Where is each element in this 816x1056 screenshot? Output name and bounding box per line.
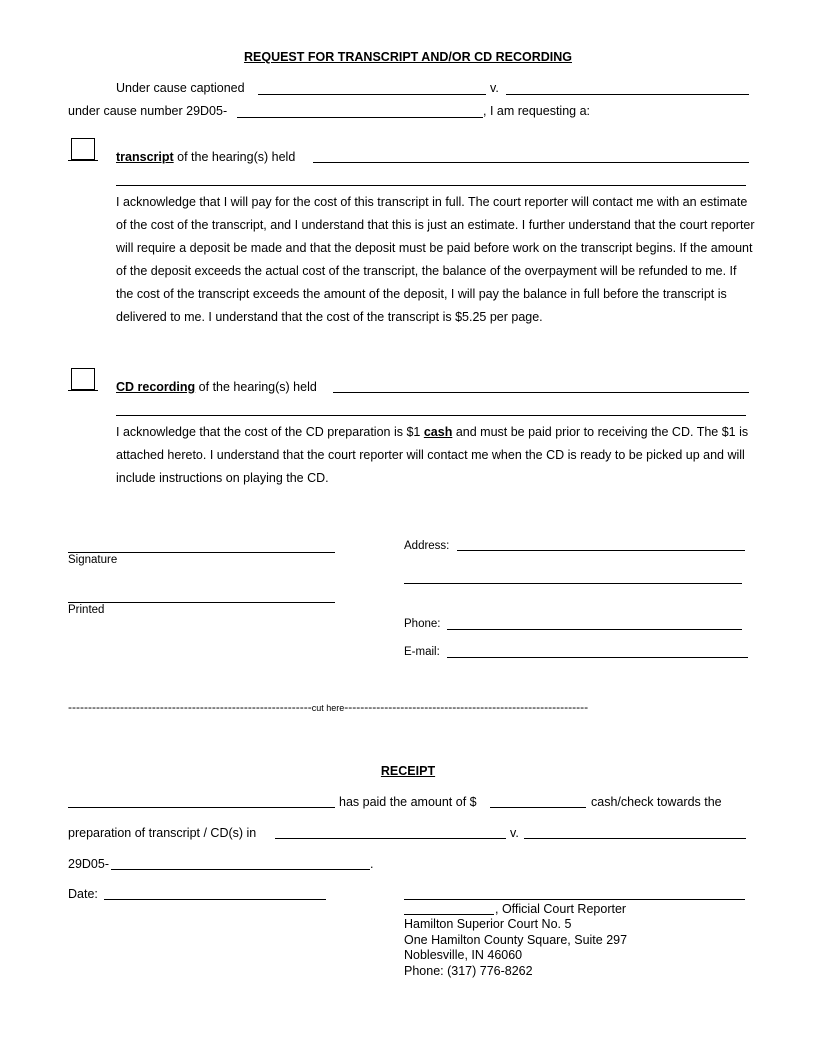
defendant-field[interactable] [506, 94, 749, 95]
receipt-cause-period: . [370, 857, 374, 871]
signature-label: Signature [68, 554, 118, 566]
plaintiff-field[interactable] [258, 94, 486, 95]
signature-field[interactable] [68, 552, 335, 553]
transcript-checkbox[interactable] [71, 138, 95, 160]
court-phone: Phone: (317) 776-8262 [404, 964, 533, 978]
cd-checkbox[interactable] [71, 368, 95, 390]
phone-field[interactable] [447, 629, 742, 630]
requesting-label: , I am requesting a: [483, 104, 591, 118]
cd-ack-cash: cash [423, 425, 453, 439]
email-field[interactable] [447, 657, 748, 658]
transcript-label [116, 150, 295, 164]
cut-line [68, 700, 748, 714]
transcript-hearing-field-2[interactable] [116, 185, 746, 186]
versus-label: v. [490, 81, 499, 95]
cut-here-label: cut here [311, 703, 345, 713]
amount-field[interactable] [490, 807, 586, 808]
cd-hearing-field[interactable] [333, 392, 749, 393]
cash-check-label: cash/check towards the [591, 795, 722, 809]
date-field[interactable] [104, 899, 326, 900]
printed-name-field[interactable] [68, 602, 335, 603]
cd-label [116, 380, 317, 394]
address-field-2[interactable] [404, 583, 742, 584]
preparation-label: preparation of transcript / CD(s) in [68, 826, 257, 840]
payer-name-field[interactable] [68, 807, 335, 808]
cause-number-label: under cause number 29D05- [68, 104, 228, 118]
page-title: REQUEST FOR TRANSCRIPT AND/OR CD RECORDING [243, 50, 572, 64]
receipt-cause-prefix: 29D05- [68, 857, 109, 871]
receipt-defendant-field[interactable] [524, 838, 746, 839]
transcript-checkbox-underline [68, 160, 98, 161]
address-field[interactable] [457, 550, 745, 551]
cd-held-label: of the hearing(s) held [198, 380, 317, 394]
address-label: Address: [404, 540, 450, 552]
phone-label: Phone: [404, 618, 441, 630]
cd-ack-pre: I acknowledge that the cost of the CD preparation is $1 [116, 425, 421, 439]
transcript-hearing-field[interactable] [313, 162, 749, 163]
transcript-acknowledgment: I acknowledge that I will pay for the cost of this transcript in full. The court reporter will contact me with an estimate of the cost of the transcript, and I understand that this is just an estimate. I further understand that the court reporter will require a deposit be made and that the deposit must be paid before work on the transcript begins. If the amount of the deposit exceeds the actual cost of the transcript, the balance of the overpayment will be refunded to me. If the cost of the transcript exceeds the amount of the deposit, I will pay the balance in full before the transcript is delivered to me. I understand that the cost of the transcript is $5.25 per page. [116, 195, 755, 324]
cause-number-field[interactable] [237, 117, 483, 118]
court-reporter-name-field[interactable] [404, 914, 494, 915]
court-reporter-signature-field[interactable] [404, 899, 745, 900]
cd-hearing-field-2[interactable] [116, 415, 746, 416]
court-street: One Hamilton County Square, Suite 297 [404, 933, 628, 947]
cd-keyword: CD recording [116, 380, 196, 394]
official-court-reporter-label: , Official Court Reporter [495, 902, 627, 916]
receipt-title: RECEIPT [380, 764, 436, 778]
receipt-plaintiff-field[interactable] [275, 838, 506, 839]
date-label: Date: [68, 887, 98, 901]
receipt-cause-number-field[interactable] [111, 869, 370, 870]
court-city: Noblesville, IN 46060 [404, 948, 523, 962]
court-name: Hamilton Superior Court No. 5 [404, 917, 572, 931]
email-label: E-mail: [404, 646, 440, 658]
transcript-keyword: transcript [116, 150, 174, 164]
transcript-held-label: of the hearing(s) held [177, 150, 296, 164]
cut-dashes-left: ------------------------------------------------------------- [68, 700, 312, 714]
cd-acknowledgment [116, 421, 756, 490]
has-paid-label: has paid the amount of $ [339, 795, 477, 809]
cut-dashes-right: ------------------------------------------------------------- [344, 700, 589, 714]
under-cause-captioned-label: Under cause captioned [116, 81, 245, 95]
cd-checkbox-underline [68, 390, 98, 391]
receipt-versus-label: v. [510, 826, 519, 840]
cd-ack-post: and must be paid prior to receiving the CD. The $1 is attached hereto. I understand that the court reporter will contact me when the CD is ready to be picked up and will include instructions on playing the CD. [116, 425, 749, 485]
printed-label: Printed [68, 604, 105, 616]
